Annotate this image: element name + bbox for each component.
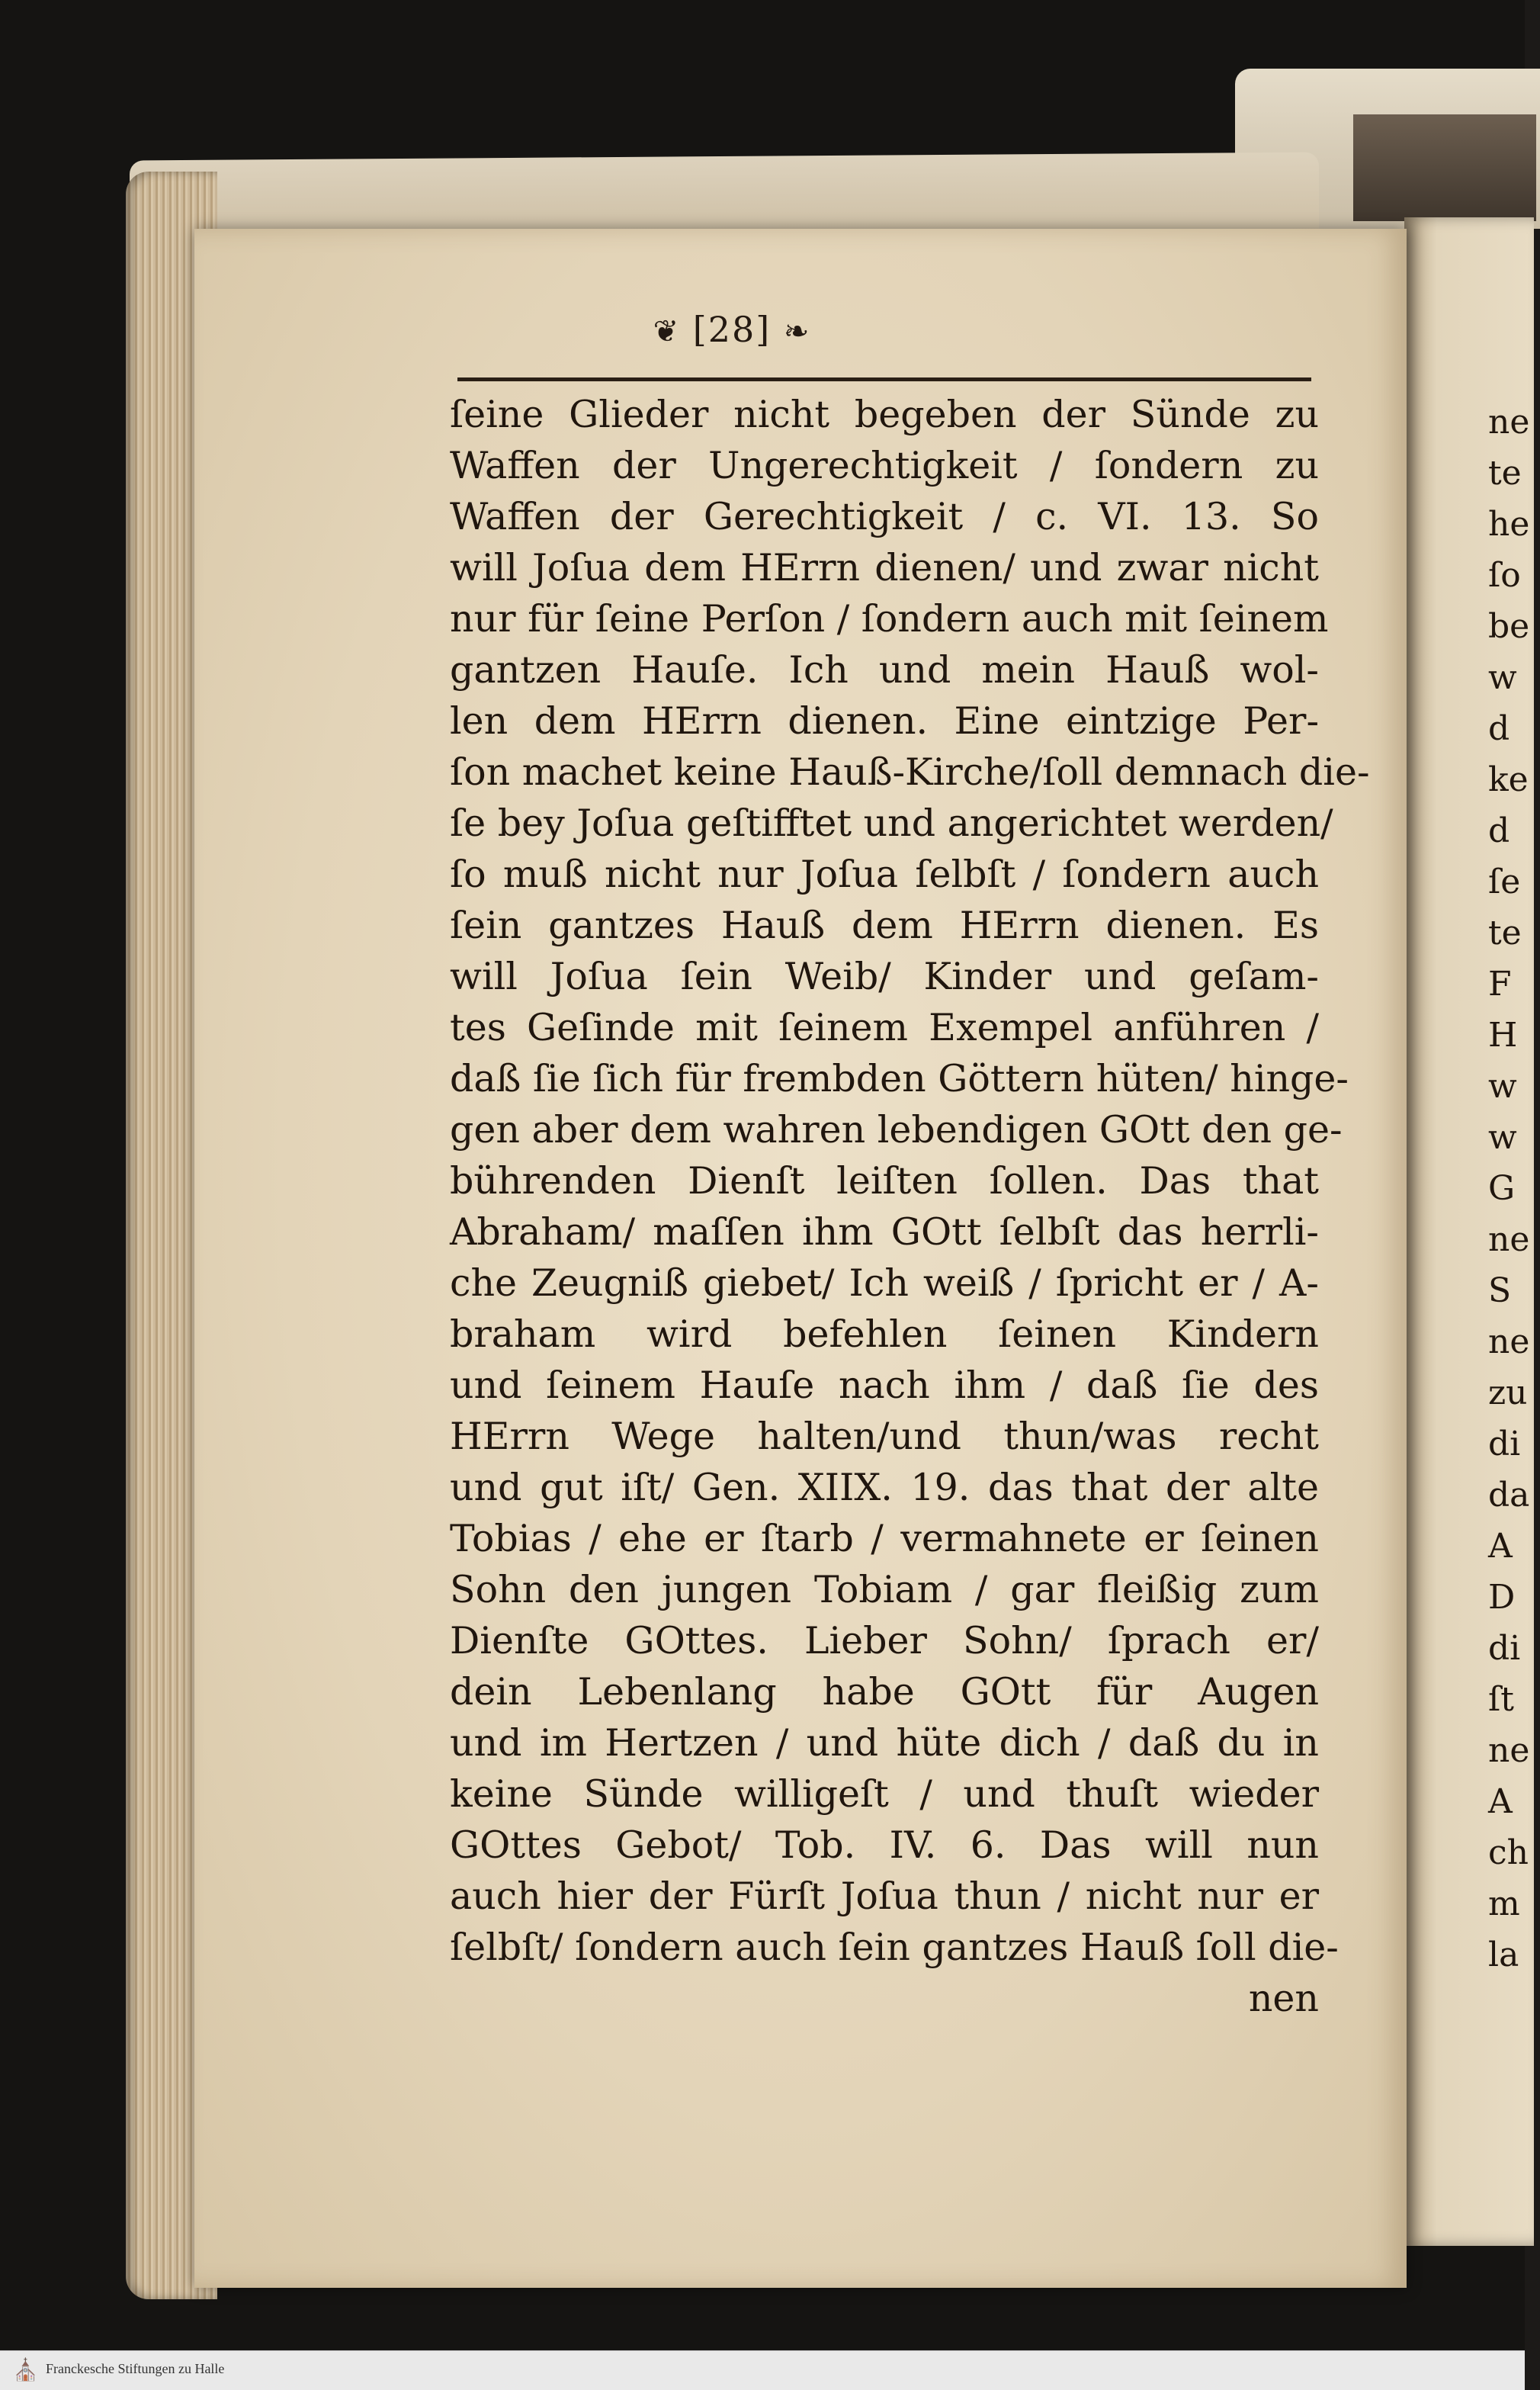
facing-fragment: ſe	[1488, 863, 1521, 901]
facing-fragment: D	[1488, 1578, 1516, 1617]
facing-fragment: H	[1488, 1016, 1518, 1055]
viewer-footer	[0, 2350, 1525, 2390]
facing-fragment: di	[1488, 1425, 1521, 1463]
ornament-right-icon: ❧	[783, 314, 811, 349]
ornament-left-icon: ❦	[653, 314, 681, 349]
text-line: len dem HErrn dienen. Eine eintzige Per-	[450, 699, 1319, 743]
facing-fragment: te	[1488, 914, 1522, 952]
facing-fragment: d	[1488, 709, 1510, 748]
facing-fragment: he	[1488, 505, 1530, 544]
text-line: Tobias / ehe er ſtarb / vermahnete er ſeinen	[450, 1517, 1319, 1560]
text-line: GOttes Gebot/ Tob. IV. 6. Das will nun	[450, 1823, 1319, 1867]
text-line: ſon machet keine Hauß-Kirche/ſoll demnach die-	[450, 750, 1370, 794]
text-line: will Joſua ſein Weib/ Kinder und geſam-	[450, 955, 1319, 998]
facing-fragment: w	[1488, 1118, 1517, 1157]
text-line: ſeine Glieder nicht begeben der Sünde zu	[450, 393, 1319, 436]
facing-fragment: S	[1488, 1271, 1512, 1310]
text-line: ſe bey Joſua geſtifftet und angerichtet werden/	[450, 801, 1333, 845]
text-line: che Zeugniß giebet/ Ich weiß / ſpricht er / A-	[450, 1261, 1319, 1305]
text-line: dein Lebenlang habe GOtt für Augen	[450, 1670, 1319, 1714]
facing-book-spine	[1353, 114, 1536, 221]
facing-fragment: d	[1488, 811, 1510, 850]
head-rule	[457, 377, 1311, 381]
text-line: gen aber dem wahren lebendigen GOtt den ge-	[450, 1108, 1343, 1152]
facing-fragment: A	[1488, 1782, 1513, 1821]
facing-fragment: w	[1488, 658, 1517, 697]
text-line: Dienſte GOttes. Lieber Sohn/ ſprach er/	[450, 1619, 1319, 1662]
facing-fragment: di	[1488, 1629, 1521, 1668]
page-body-text	[450, 389, 1370, 2024]
facing-fragment: te	[1488, 454, 1522, 493]
text-line: braham wird befehlen ſeinen Kindern	[450, 1312, 1319, 1356]
institution-label: Franckesche Stiftungen zu Halle	[46, 2361, 225, 2376]
facing-fragment: ne	[1488, 1220, 1530, 1259]
text-line: und gut iſt/ Gen. XIIX. 19. das that der alte	[450, 1466, 1319, 1509]
page-number: [28]	[692, 309, 772, 350]
facing-fragment: F	[1488, 965, 1512, 1004]
facing-fragment: da	[1488, 1476, 1530, 1515]
facing-fragment: A	[1488, 1527, 1513, 1566]
facing-fragment: w	[1488, 1067, 1517, 1106]
facing-fragment: ne	[1488, 1731, 1530, 1770]
text-line: Waffen der Ungerechtigkeit / ſondern zu	[450, 444, 1319, 487]
facing-fragment: ch	[1488, 1833, 1529, 1872]
facing-fragment: ne	[1488, 403, 1530, 442]
facing-fragment: zu	[1488, 1373, 1528, 1412]
text-line: ſelbſt/ ſondern auch ſein gantzes Hauß ſoll die-	[450, 1926, 1339, 1969]
text-line: bührenden Dienſt leiſten ſollen. Das that	[450, 1159, 1319, 1203]
facing-fragment: ſo	[1488, 556, 1521, 595]
facing-fragment: ne	[1488, 1322, 1530, 1361]
facing-fragment: la	[1488, 1935, 1519, 1974]
facing-fragment: ſt	[1488, 1680, 1514, 1719]
text-line: ſo muß nicht nur Joſua ſelbſt / ſondern auch	[450, 853, 1319, 896]
facing-fragment: be	[1488, 607, 1530, 646]
facing-fragment: m	[1488, 1884, 1520, 1923]
facing-fragment: G	[1488, 1169, 1516, 1208]
text-line: ſein gantzes Hauß dem HErrn dienen. Es	[450, 904, 1319, 947]
text-line: Waffen der Gerechtigkeit / c. VI. 13. So	[450, 495, 1319, 538]
text-line: gantzen Hauſe. Ich und mein Hauß wol-	[450, 648, 1319, 692]
catchword: nen	[1248, 1977, 1319, 2020]
text-line: daß ſie ſich für frembden Göttern hüten/ hinge-	[450, 1057, 1349, 1100]
facing-page-text-fragments	[1488, 397, 1530, 1980]
text-line: auch hier der Fürſt Joſua thun / nicht nur er	[450, 1874, 1319, 1918]
institution-logo-icon: ⛪	[12, 2357, 39, 2382]
text-line: und ſeinem Hauſe nach ihm / daß ſie des	[450, 1364, 1319, 1407]
text-line: tes Geſinde mit ſeinem Exempel anführen /	[450, 1006, 1319, 1049]
text-line: nur für ſeine Perſon / ſondern auch mit ſeinem	[450, 597, 1329, 641]
text-line: HErrn Wege halten/und thun/was recht	[450, 1415, 1319, 1458]
text-line: will Joſua dem HErrn dienen/ und zwar nicht	[450, 546, 1319, 589]
running-head	[457, 309, 1006, 362]
text-line: Sohn den jungen Tobiam / gar fleißig zum	[450, 1568, 1319, 1611]
text-line: keine Sünde willigeſt / und thuſt wieder	[450, 1772, 1319, 1816]
facing-fragment: ke	[1488, 760, 1529, 799]
text-line: und im Hertzen / und hüte dich / daß du in	[450, 1721, 1319, 1765]
text-line: Abraham/ maſſen ihm GOtt ſelbſt das herrli-	[450, 1210, 1319, 1254]
